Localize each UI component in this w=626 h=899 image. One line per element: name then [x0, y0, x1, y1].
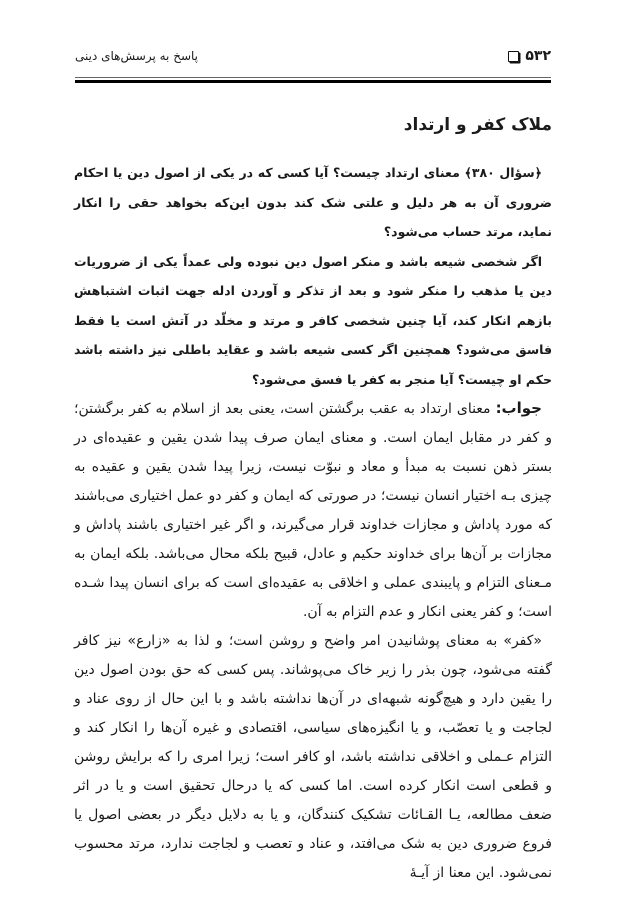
- answer-label: جواب:: [495, 399, 542, 417]
- question-paragraph: [74, 158, 552, 247]
- answer-paragraph-2: «کفر» به معنای پوشانیدن امر واضح و روشن است؛ و لذا به «زارع» نیز کافر گفته می‌شود، چون بذر را زیر خاک می‌پوشاند. پس کسی که حق بودن اصول دین را یقین دارد و هیچ‌گونه شبهه‌ای در آن‌ها نداشته باشد و با این حال از روی عناد و لجاجت و یا تعصّب، و یا انگیزه‌های سیاسی، اقتصادی و غیره آن‌ها را انکار کند و التزام عـملی و اخلاقی نداشته باشد، او کافر است؛ زیرا امری را که برایش روشن و قطعی است انکار کرده است. اما کسی که یا درحال تحقیق است و یا در اثر ضعف مطالعه، یـا القـائات تشکیک کنندگان، و یا به دلایل دیگر در بعضی اصول یا فروع ضروری دین به شک می‌افتد، و عناد و تعصب و لجاجت ندارد، مرتد محسوب نمی‌شود. این معنا از آیـهٔ: [74, 633, 552, 881]
- answer-paragraph: [74, 394, 552, 627]
- question-text: معنای ارتداد چیست؟ آیا کسی که در یکی از اصول دین یا احکام ضروری آن به هر دلیل و علتی شک کند بدون این‌که بخواهد حقی را انکار نماید، مرتد حساب می‌شود؟: [74, 165, 552, 239]
- header-rule-thick: [75, 80, 551, 83]
- page-number: ۵۳۲: [525, 48, 551, 64]
- square-box-icon: [508, 51, 519, 62]
- question-paragraph-2: اگر شخصی شیعه باشد و منکر اصول دین نبوده ولی عمداً یکی از ضروریات دین یا مذهب را منکر شود و بعد از تذکر و آوردن ادله جهت اثبات اشتباهش بازهم انکار کند، آیا چنین شخصی کافر و مرتد و مخلّد در آتش است یا فقط فاسق می‌شود؟ همچنین اگر کسی شیعه باشد و عقاید باطلی نیز داشته باشد حکم او چیست؟ آیا منجر به کفر یا فسق می‌شود؟: [74, 253, 552, 387]
- page-number-group: [508, 48, 551, 64]
- question-label: ﴿سؤال ۳۸۰﴾: [464, 165, 543, 180]
- answer-text: معنای ارتداد به عقب برگشتن است، یعنی بعد از اسلام به کفر برگشتن؛ و کفر در مقابل ایمان است. و معنای ایمان صرف پیدا شدن یقین و عقیده‌ای در بستر ذهن نسبت به مبدأ و معاد و نبوّت نیست، زیرا پیدا شدن یقین و عقیده به چیزی بـه اختیار انسان نیست؛ در صورتی که ایمان و کفر دو عمل اختیاری می‌باشند که مورد پاداش و مجازات خداوند قرار می‌گیرند، و اگر غیر اختیاری باشند پاداش و مجازات بر آن‌ها برای خداوند حکیم و عادل، قبیح بلکه محال می‌باشد. بلکه ایمان به مـعنای التزام و پایبندی عملی و اخلاقی به عقیده‌ای است که برای انسان پیدا شـده است؛ و کفر یعنی انکار و عدم التزام به آن.: [74, 401, 552, 620]
- section-title: ملاک کفر و ارتداد: [403, 115, 552, 135]
- header-rule-thin: [75, 77, 551, 78]
- page-header: [75, 48, 551, 70]
- running-title: پاسخ به پرسش‌های دینی: [75, 49, 199, 63]
- page-body: [74, 112, 552, 888]
